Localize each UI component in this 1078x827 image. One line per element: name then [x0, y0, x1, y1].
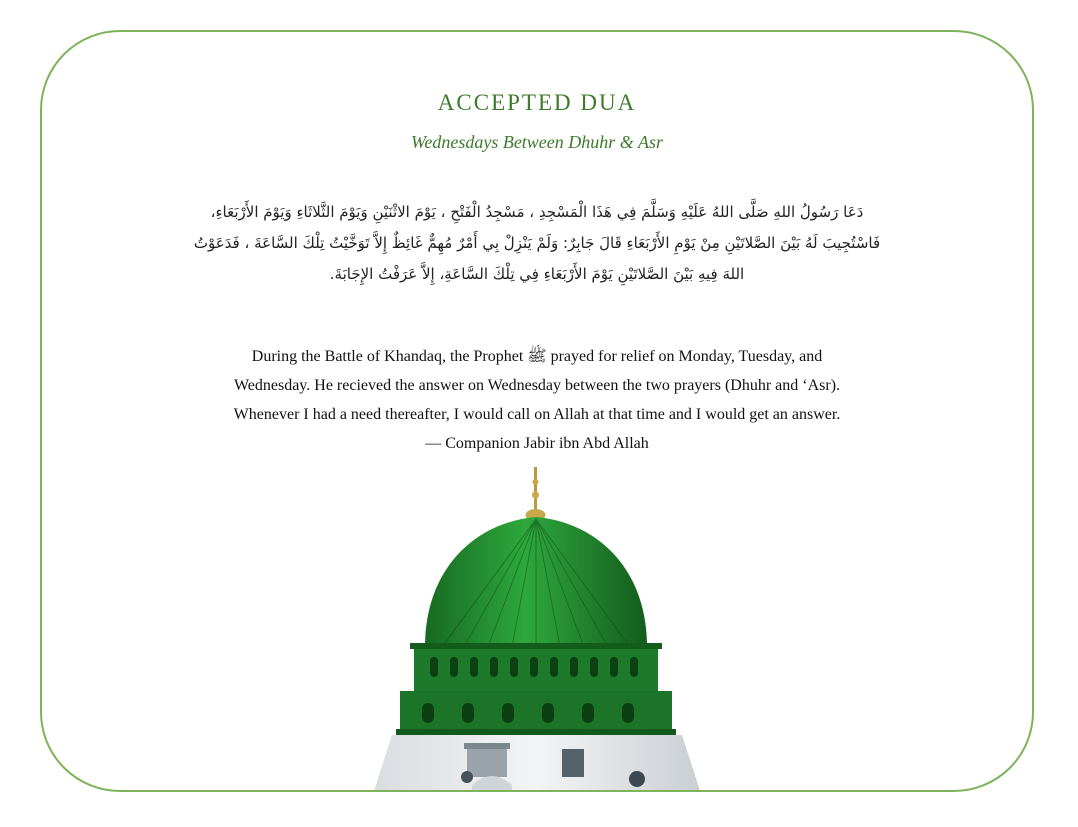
page-title: ACCEPTED DUA: [437, 90, 637, 115]
translation-line: During the Battle of Khandaq, the Prophet ﷺ prayed for relief on Monday, Tuesday, and: [251, 348, 823, 365]
green-dome-icon: [352, 467, 722, 792]
translation-line: Wednesday. He recieved the answer on Wednesday between the two prayers (Dhuhr and ‘Asr).: [233, 377, 841, 394]
attribution-text: — Companion Jabir ibn Abd Allah: [425, 435, 649, 452]
page-subtitle: Wednesdays Between Dhuhr & Asr: [411, 132, 663, 152]
card-frame: [40, 30, 1034, 792]
translation-block: [152, 342, 922, 458]
green-dome-image: [352, 467, 722, 792]
arabic-hadith-text: دَعَا رَسُولُ اللهِ صَلَّى اللهُ عَلَيْهِ وَسَلَّمَ فِي هَذَا الْمَسْجِدِ ، مَسْجِدُ الْفَتْحِ ، يَوْمَ الاثْنَيْنِ وَيَوْمَ الثَّلاثَاءِ وَيَوْمَ الأَرْبَعَاءِ، فَاسْتُجِيبَ لَهُ بَيْنَ الصَّلاتَيْنِ مِنْ يَوْمِ الأَرْبَعَاءِ قَالَ جَابِرٌ: وَلَمْ يَنْزِلْ بِي أَمْرٌ مُهِمٌّ غَائِظٌ إِلاَّ تَوَخَّيْتُ تِلْكَ السَّاعَةَ ، فَدَعَوْتُ اللهَ فِيهِ بَيْنَ الصَّلاتَيْنِ يَوْمَ الأَرْبَعَاءِ فِي تِلْكَ السَّاعَةِ، إِلاَّ عَرَفْتُ الإِجَابَةَ.: [193, 203, 881, 283]
translation-line: Whenever I had a need thereafter, I would call on Allah at that time and I would get an answer.: [233, 406, 841, 423]
